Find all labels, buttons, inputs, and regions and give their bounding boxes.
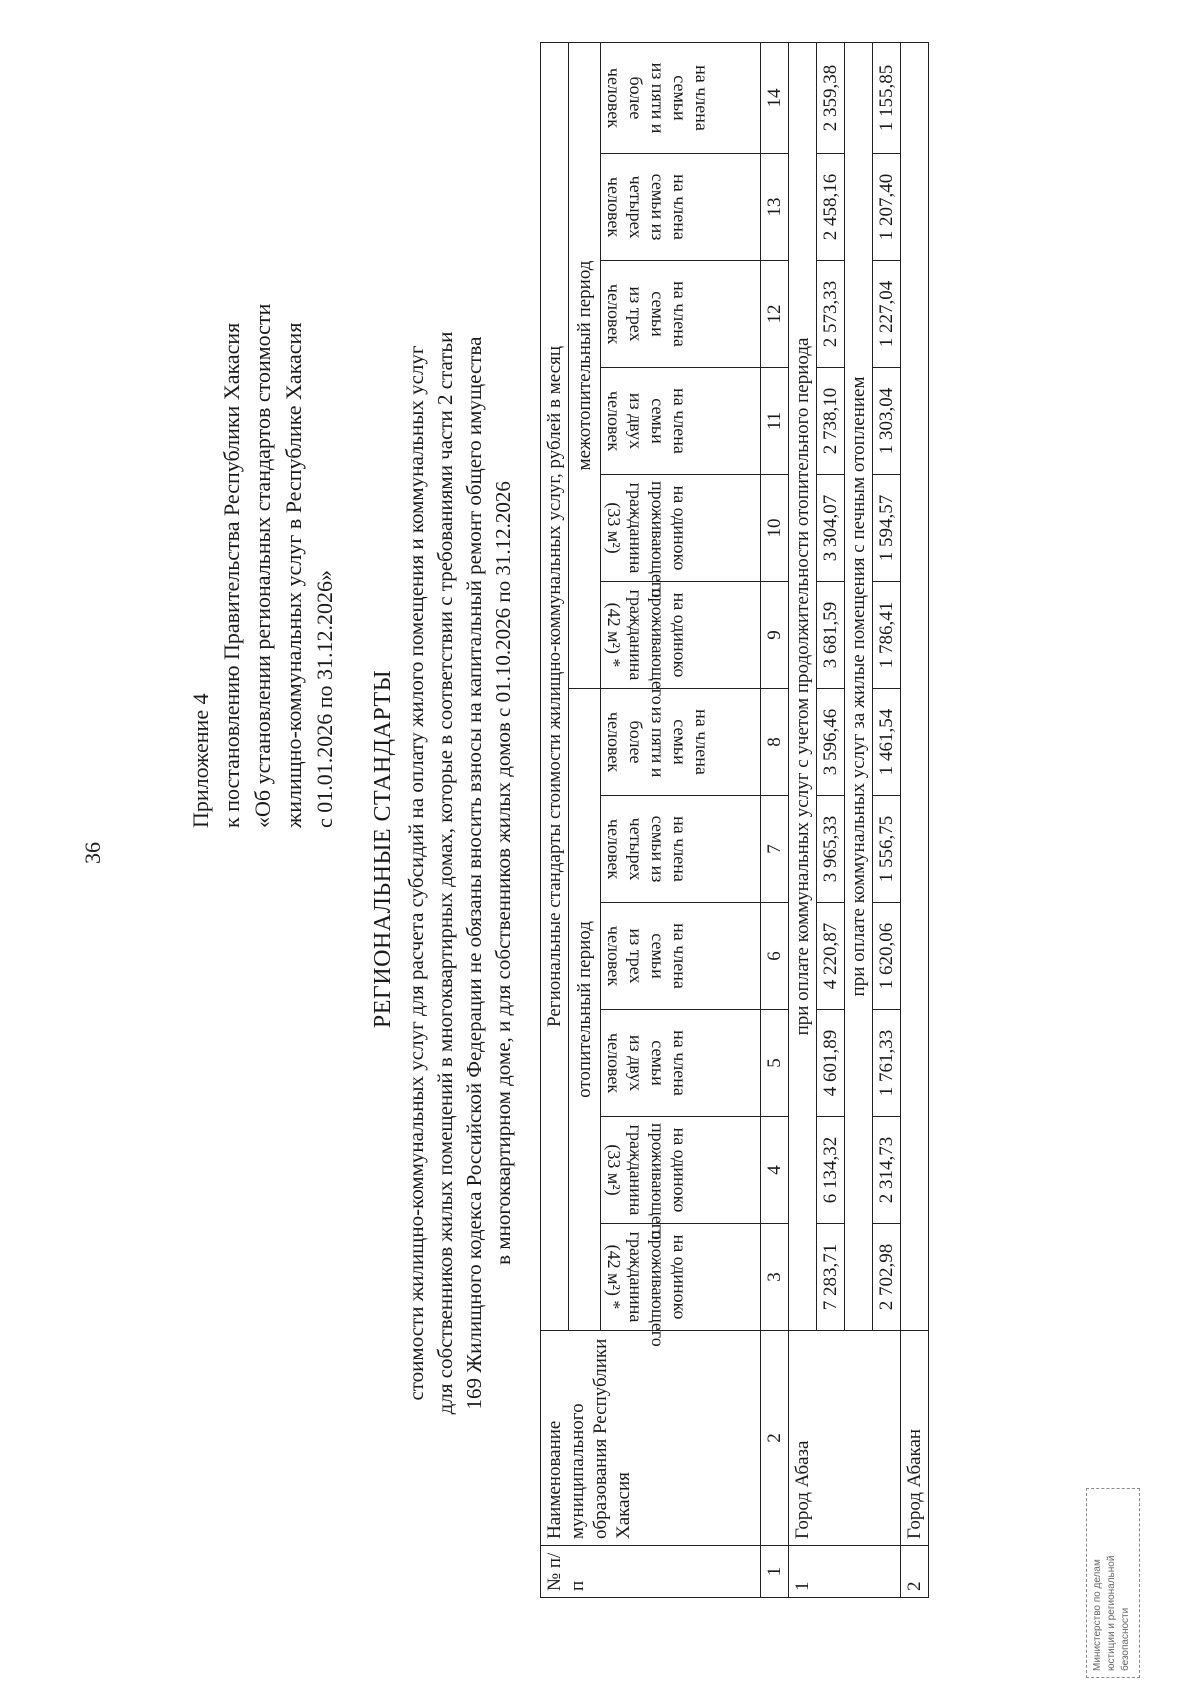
column-number: 14 bbox=[761, 42, 789, 153]
header-number-label: № п/п bbox=[544, 1552, 588, 1591]
column-number: 6 bbox=[761, 903, 789, 1010]
column-number: 12 bbox=[761, 261, 789, 368]
stamp-line-1: Министерство по делам bbox=[1092, 1559, 1103, 1671]
table-cell: 1 786,41 bbox=[873, 582, 901, 689]
column-number: 5 bbox=[761, 1010, 789, 1117]
row2-municipality: Город Абакан bbox=[901, 1331, 929, 1546]
header-col-10: на одиноко проживающего гражданина (33 м²) bbox=[601, 475, 761, 582]
table-cell: 3 965,33 bbox=[817, 796, 845, 903]
header-row-group bbox=[541, 42, 569, 1597]
table-cell: 1 227,04 bbox=[873, 261, 901, 368]
row1-section1 bbox=[789, 42, 817, 1597]
column-number: 11 bbox=[761, 368, 789, 475]
standards-table bbox=[540, 42, 929, 1598]
column-number: 4 bbox=[761, 1117, 789, 1224]
appendix-line-5: с 01.01.2026 по 31.12.2026» bbox=[312, 569, 337, 828]
table-cell: 1 155,85 bbox=[873, 42, 901, 153]
table-cell: 1 620,06 bbox=[873, 903, 901, 1010]
table-cell: 1 594,57 bbox=[873, 475, 901, 582]
appendix-line-2: к постановлению Правительства Республики Хакасия bbox=[219, 322, 244, 828]
column-number-row bbox=[761, 42, 789, 1597]
row1-municipality: Город Абаза bbox=[789, 1331, 901, 1546]
header-col-11: на члена семьи из двух человек bbox=[601, 368, 761, 475]
column-number: 1 bbox=[761, 1546, 789, 1598]
table-cell: 2 702,98 bbox=[873, 1224, 901, 1331]
row2-number: 2 bbox=[901, 1546, 929, 1598]
row1-number: 1 bbox=[789, 1546, 901, 1598]
header-col-3: на одиноко проживающего гражданина (42 м²) * bbox=[601, 1224, 761, 1331]
column-number: 10 bbox=[761, 475, 789, 582]
table-cell: 1 556,75 bbox=[873, 796, 901, 903]
table-cell: 1 761,33 bbox=[873, 1010, 901, 1117]
table-cell: 2 458,16 bbox=[817, 154, 845, 261]
column-number: 13 bbox=[761, 154, 789, 261]
table-cell: 2 573,33 bbox=[817, 261, 845, 368]
header-col-7: на члена семьи из четырех человек bbox=[601, 796, 761, 903]
header-non-heating-period: межотопительный период bbox=[569, 42, 601, 688]
table-cell: 1 207,40 bbox=[873, 154, 901, 261]
table-cell: 2 738,10 bbox=[817, 368, 845, 475]
subtitle-line-2: для собственников жилых помещений в многоквартирных домах, которые в соответствии с требованиями части 2 статьи bbox=[433, 331, 457, 1415]
table-cell: 1 461,54 bbox=[873, 689, 901, 796]
header-col-6: на члена семьи из трех человек bbox=[601, 903, 761, 1010]
document-title: РЕГИОНАЛЬНЫЕ СТАНДАРТЫ bbox=[370, 669, 396, 1029]
table-cell: 4 601,89 bbox=[817, 1010, 845, 1117]
subtitle-line-1: стоимости жилищно-коммунальных услуг для расчета субсидий на оплату жилого помещения и коммунальных услуг bbox=[404, 345, 428, 1401]
document-subtitle bbox=[402, 248, 518, 1498]
header-col-8: на члена семьи из пяти и более человек bbox=[601, 689, 761, 796]
header-col-12: на члена семьи из трех человек bbox=[601, 261, 761, 368]
header-municipality-label: Наименование муниципального образования Республики Хакасия bbox=[544, 1338, 634, 1539]
section-heading-stove: при оплате коммунальных услуг за жилые помещения с печным отоплением bbox=[845, 42, 873, 1330]
row2 bbox=[901, 42, 929, 1597]
header-col-4: на одиноко проживающего гражданина (33 м²) bbox=[601, 1117, 761, 1224]
header-standards-group: Региональные стандарты стоимости жилищно-коммунальных услуг, рублей в месяц bbox=[541, 42, 569, 1330]
column-number: 2 bbox=[761, 1331, 789, 1546]
column-number: 7 bbox=[761, 796, 789, 903]
table-cell: 7 283,71 bbox=[817, 1224, 845, 1331]
table-cell: 4 220,87 bbox=[817, 903, 845, 1010]
stamp-line-3: безопасности bbox=[1120, 1607, 1131, 1671]
header-col-13: на члена семьи из четырех человек bbox=[601, 154, 761, 261]
subtitle-line-3: 169 Жилищного кодекса Российской Федерации не обязаны вносить взносы на капитальный ремонт общего имущества bbox=[462, 336, 486, 1410]
appendix-line-1: Приложение 4 bbox=[188, 693, 213, 828]
stamp-line-2: юстиции и региональной bbox=[1106, 1555, 1117, 1671]
page-number: 36 bbox=[80, 842, 105, 864]
table-cell: 2 359,38 bbox=[817, 42, 845, 153]
subtitle-line-4: в многоквартирном доме, и для собственников жилых домов с 01.10.2026 по 31.12.2026 bbox=[491, 481, 515, 1265]
column-number: 9 bbox=[761, 582, 789, 689]
table-cell: 3 681,59 bbox=[817, 582, 845, 689]
column-number: 8 bbox=[761, 689, 789, 796]
header-col-14: на члена семьи из пяти и более человек bbox=[601, 42, 761, 153]
ministry-stamp bbox=[1086, 1488, 1140, 1678]
header-col-9: на одиноко проживающего гражданина (42 м²) * bbox=[601, 582, 761, 689]
table-cell: 3 596,46 bbox=[817, 689, 845, 796]
table-cell: 6 134,32 bbox=[817, 1117, 845, 1224]
header-number bbox=[541, 1546, 761, 1598]
section-heading-heating: при оплате коммунальных услуг с учетом продолжительности отопительного периода bbox=[789, 42, 817, 1330]
table-cell: 3 304,07 bbox=[817, 475, 845, 582]
header-col-5: на члена семьи из двух человек bbox=[601, 1010, 761, 1117]
row2-empty bbox=[901, 42, 929, 1330]
table-cell: 2 314,73 bbox=[873, 1117, 901, 1224]
appendix-line-4: жилищно-коммунальных услуг в Республике Хакасия bbox=[281, 322, 306, 828]
column-number: 3 bbox=[761, 1224, 789, 1331]
appendix-block bbox=[185, 108, 340, 828]
appendix-line-3: «Об установлении региональных стандартов стоимости bbox=[250, 303, 275, 828]
header-heating-period: отопительный период bbox=[569, 689, 601, 1331]
table-cell: 1 303,04 bbox=[873, 368, 901, 475]
header-municipality bbox=[541, 1331, 761, 1546]
